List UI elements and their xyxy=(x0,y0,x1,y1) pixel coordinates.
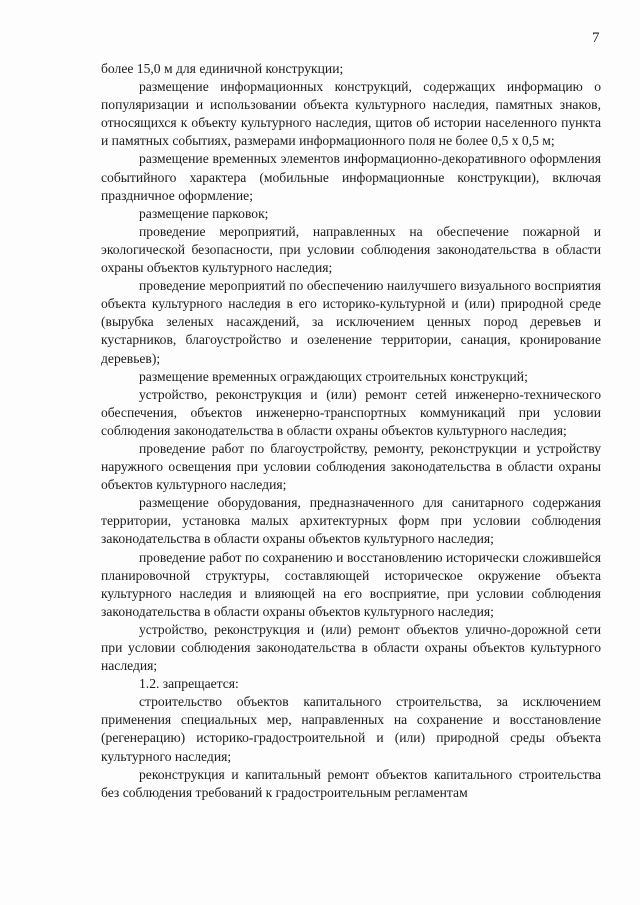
paragraph: проведение работ по благоустройству, ремонту, реконструкции и устройству наружного освещения при условии соблюдения законодательства в области охраны объектов культурного наследия; xyxy=(101,440,601,493)
paragraph: размещение парковок; xyxy=(139,205,269,221)
paragraph: размещение временных ограждающих строительных конструкций; xyxy=(139,368,528,384)
paragraph: более 15,0 м для единичной конструкции; xyxy=(101,61,344,76)
paragraph: проведение мероприятий, направленных на обеспечение пожарной и экологической безопасности, при условии соблюдения законодательства в области охраны объектов культурного наследия; xyxy=(101,223,601,276)
document-body xyxy=(101,60,601,802)
paragraph: реконструкция и капитальный ремонт объектов капитального строительства без соблюдения требований к градостроительным регламентам xyxy=(101,766,601,800)
clause-heading: 1.2. запрещается: xyxy=(139,676,239,692)
paragraph: устройство, реконструкция и (или) ремонт сетей инженерно-технического обеспечения, объектов инженерно-транспортных коммуникаций при условии соблюдения законодательства в области охраны объектов культурного наследия; xyxy=(101,386,601,438)
paragraph: размещение информационных конструкций, содержащих информацию о популяризации и использовании объекта культурного наследия, памятных знаков, относящихся к объекту культурного наследия, щитов об истории населенного пункта и памятных событиях, размерами информационного поля не более 0,5 х 0,5 м; xyxy=(101,79,601,149)
paragraph: строительство объектов капитального строительства, за исключением применения специальных мер, направленных на сохранение и восстановление (регенерацию) историко-градостроительной и (или) природной среды объекта культурного наследия; xyxy=(101,694,601,764)
paragraph: устройство, реконструкция и (или) ремонт объектов улично-дорожной сети при условии соблюдения законодательства в области охраны объектов культурного наследия; xyxy=(101,621,601,674)
paragraph: проведение мероприятий по обеспечению наилучшего визуального восприятия объекта культурного наследия в его историко-культурной и (или) природной среде (вырубка зеленых насаждений, за исключением ценных пород деревьев и кустарников, благоустройство и озеленение территории, санация, кронирование деревьев); xyxy=(101,278,601,366)
paragraph: проведение работ по сохранению и восстановлению исторически сложившейся планировочной структуры, составляющей историческое окружение объекта культурного наследия и влияющей на его восприятие, при условии соблюдения законодательства в области охраны объектов культурного наследия; xyxy=(101,549,601,619)
page-number: 7 xyxy=(592,30,600,46)
paragraph: размещение оборудования, предназначенного для санитарного содержания территории, установка малых архитектурных форм при условии соблюдения законодательства в области охраны объектов культурного наследия; xyxy=(101,495,601,547)
paragraph: размещение временных элементов информационно-декоративного оформления событийного характера (мобильные информационные конструкции), включая праздничное оформление; xyxy=(101,151,601,203)
